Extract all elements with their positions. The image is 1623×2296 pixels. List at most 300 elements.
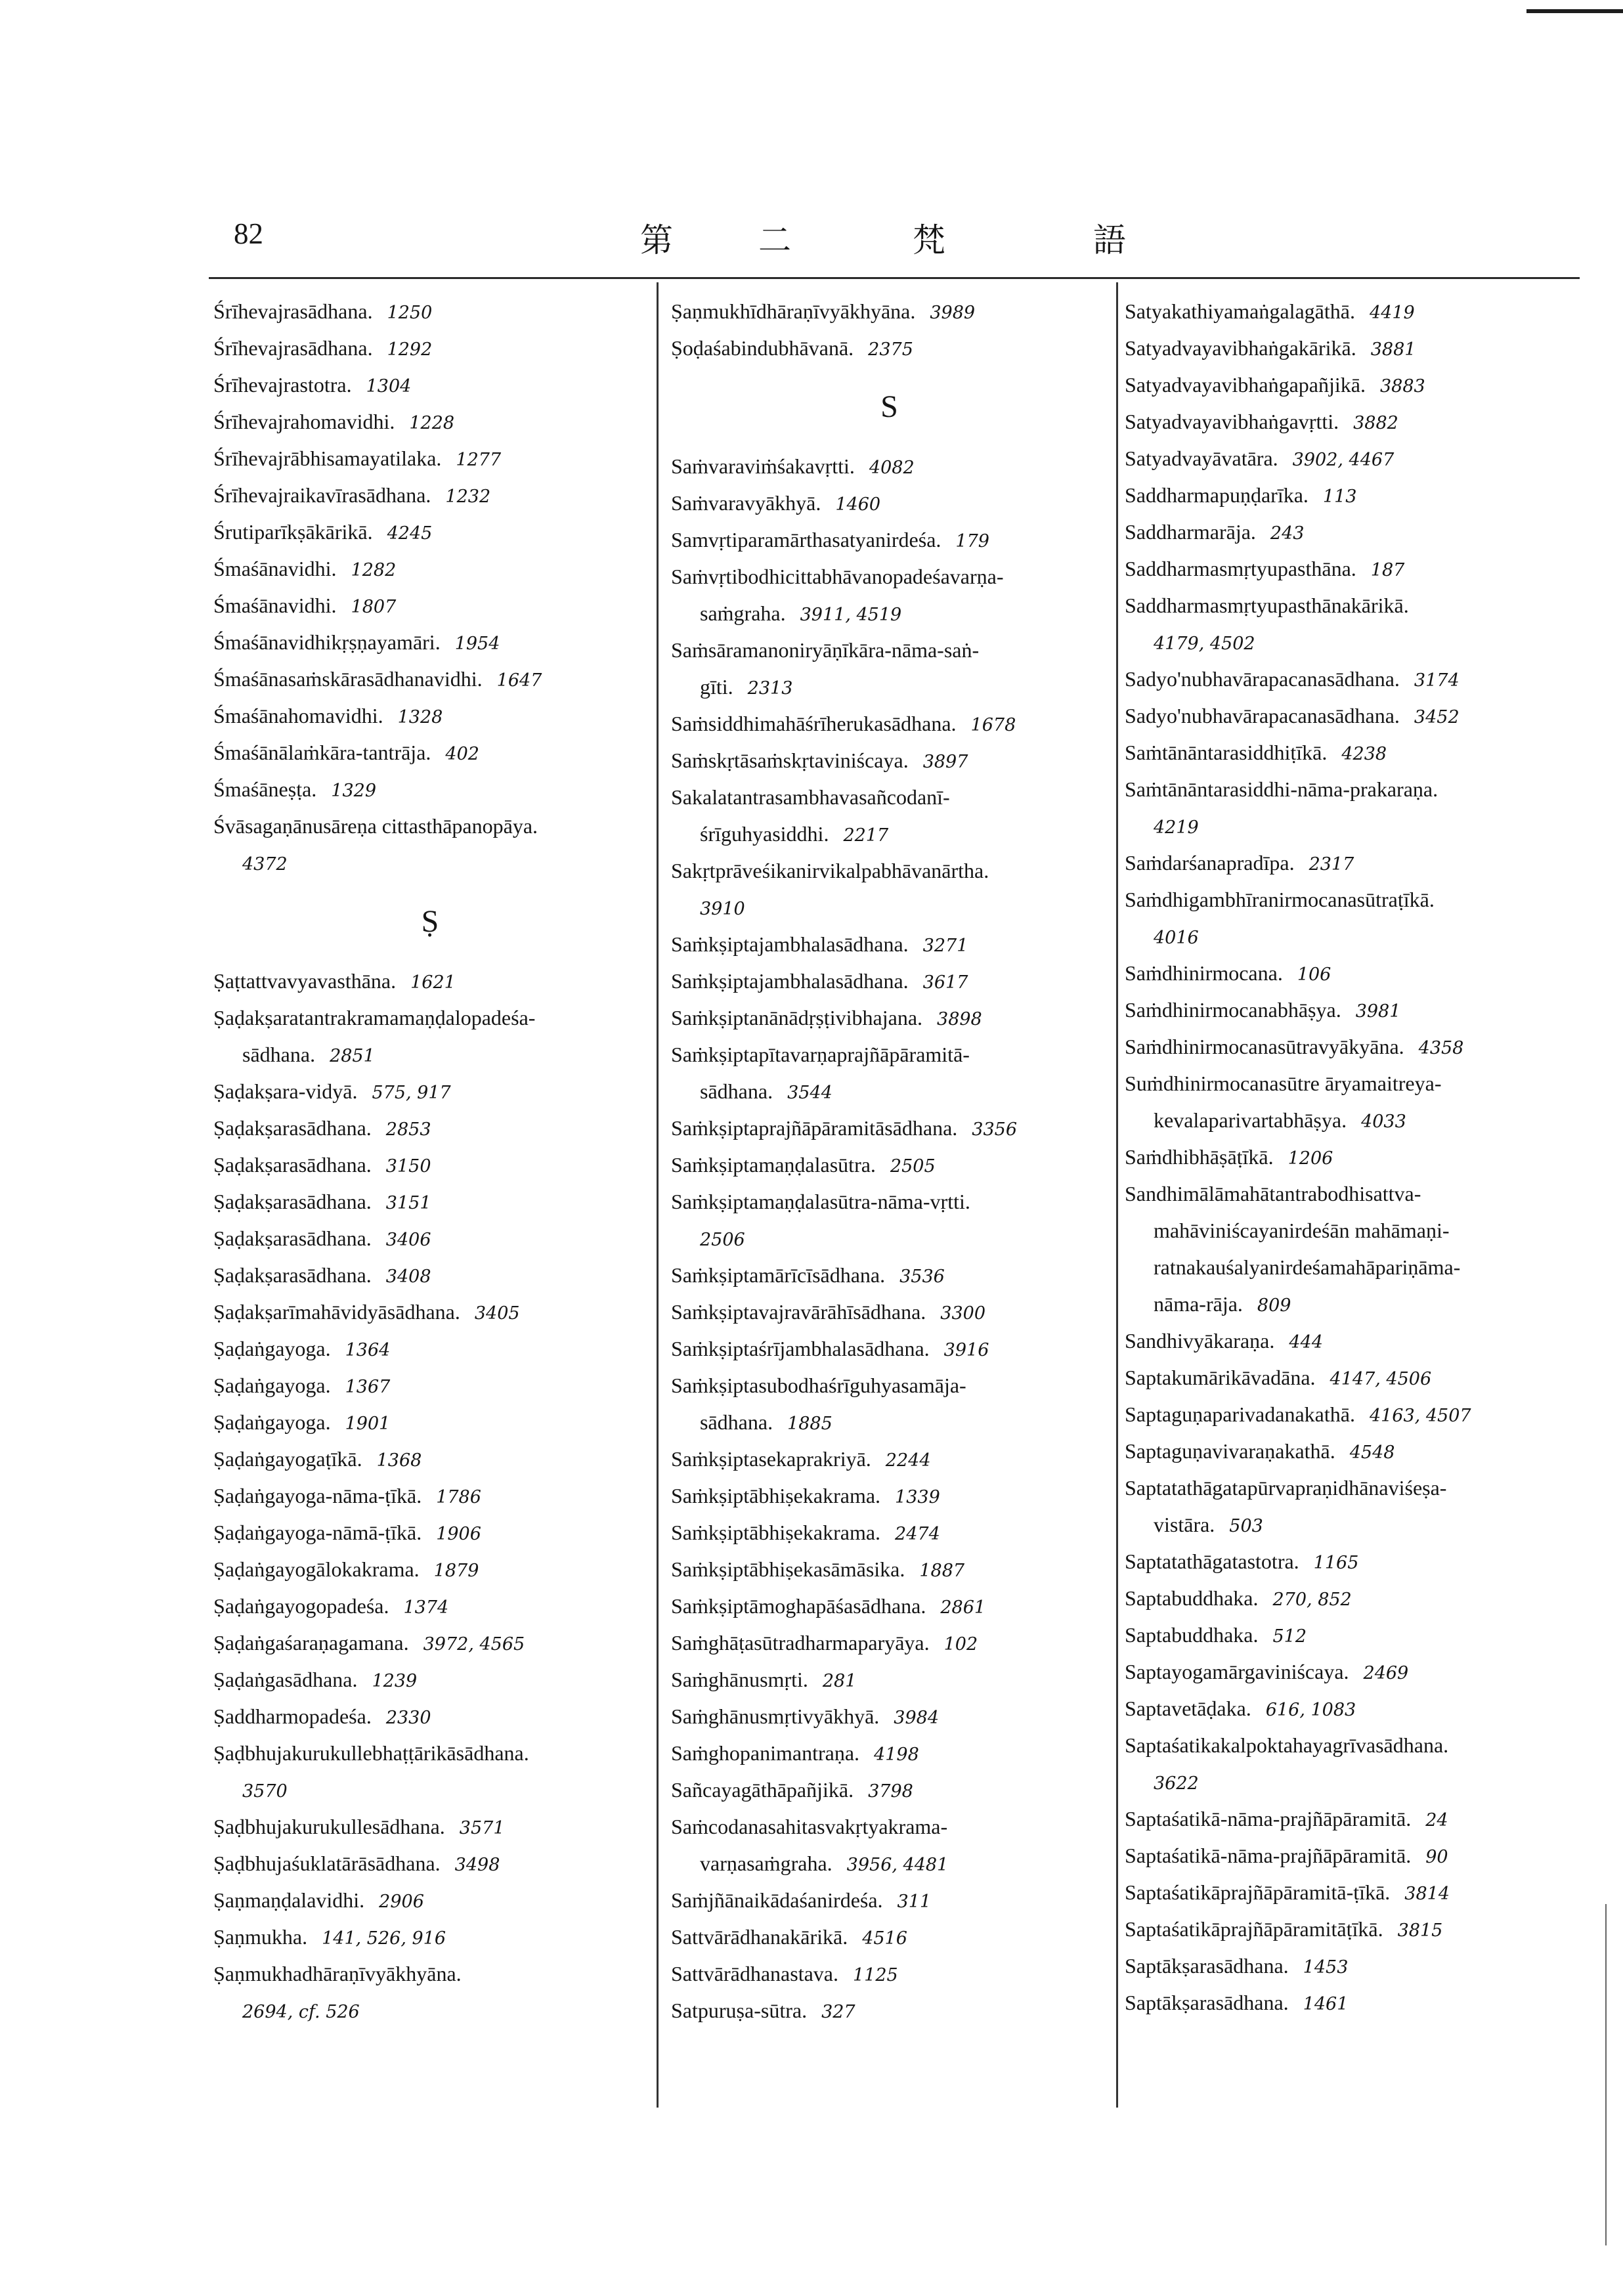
index-entry — [1125, 1874, 1584, 1911]
index-entry — [671, 1808, 1108, 1845]
index-entry — [213, 1808, 647, 1845]
entry-number: 1901 — [345, 1414, 391, 1434]
entry-number: 4179, 4502 — [1154, 634, 1255, 654]
entry-title: Śmaśāneṣṭa. — [213, 777, 317, 801]
entry-number: 4033 — [1361, 1112, 1406, 1132]
entry-title: Satyakathiyamaṅgalagāthā. — [1125, 299, 1355, 323]
index-entry — [671, 1367, 1108, 1404]
index-entry — [1125, 697, 1584, 734]
entry-title: Sakṛtprāveśikanirvikalpabhāvanārtha. — [671, 859, 989, 882]
index-entry — [1125, 1028, 1584, 1065]
index-entry — [671, 852, 1108, 889]
index-entry — [213, 734, 647, 771]
entry-title: Saptaguṇavivaraṇakathā. — [1125, 1439, 1335, 1463]
index-entry-continuation — [671, 1404, 1108, 1440]
entry-title: Saptaguṇaparivadanakathā. — [1125, 1402, 1355, 1426]
entry-number: 3622 — [1154, 1773, 1199, 1794]
index-column-1 — [213, 293, 647, 2029]
index-entry — [213, 1661, 647, 1698]
entry-number: 113 — [1322, 487, 1357, 507]
index-entry — [213, 963, 647, 999]
entry-number: 1239 — [372, 1671, 418, 1691]
entry-number: 281 — [822, 1671, 857, 1691]
entry-number: 1292 — [387, 339, 433, 360]
entry-number: 1460 — [835, 494, 881, 515]
entry-title: Śrīhevajrābhisamayatilaka. — [213, 446, 442, 470]
index-entry — [213, 1404, 647, 1440]
entry-number: 141, 526, 916 — [322, 1928, 446, 1949]
entry-number: 3544 — [787, 1083, 833, 1103]
index-entry — [671, 330, 1108, 366]
entry-title: Saṁdhinirmocanasūtravyākyāna. — [1125, 1035, 1404, 1058]
index-entry — [213, 1845, 647, 1882]
entry-number: 2469 — [1363, 1663, 1409, 1683]
index-entry — [671, 1918, 1108, 1955]
entry-title: Saṁkṣiptābhiṣekakrama. — [671, 1484, 881, 1507]
entry-number: 102 — [943, 1634, 978, 1655]
entry-number: 3911, 4519 — [800, 605, 902, 625]
entry-title: Saṁkṣiptābhiṣekakrama. — [671, 1521, 881, 1544]
entry-title: Ṣaḍaṅgayoga. — [213, 1374, 331, 1397]
entry-number: 1206 — [1288, 1148, 1333, 1169]
entry-title: Saṁghānusmṛti. — [671, 1668, 808, 1691]
index-entry — [1125, 440, 1584, 477]
entry-title: Ṣaḍakṣaratantrakramamaṇḍalopadeśa- — [213, 1006, 536, 1029]
index-entry-continuation — [671, 1220, 1108, 1257]
entry-number: 3882 — [1353, 413, 1398, 433]
entry-title: Ṣaḍakṣarasādhana. — [213, 1190, 372, 1213]
entry-title: Satyadvayavibhaṅgavṛtti. — [1125, 410, 1339, 433]
index-entry — [213, 771, 647, 808]
entry-title: Saṁkṣiptaśrījambhalasādhana. — [671, 1337, 930, 1360]
entry-number: 3916 — [943, 1340, 989, 1360]
entry-title: Ṣaḍaṅgasādhana. — [213, 1668, 358, 1691]
entry-number: 1277 — [456, 450, 502, 470]
entry-title: Sakalatantrasambhavasañcodanī- — [671, 785, 950, 809]
index-entry-continuation — [1125, 624, 1584, 661]
entry-title: Saṁkṣiptajambhalasādhana. — [671, 932, 909, 956]
entry-title: Ṣaddharmopadeśa. — [213, 1704, 372, 1728]
entry-number: 1453 — [1303, 1957, 1349, 1978]
entry-number: 575, 917 — [372, 1083, 451, 1103]
index-entry — [671, 485, 1108, 521]
entry-number: 444 — [1289, 1332, 1323, 1353]
index-entry — [671, 1110, 1108, 1146]
entry-number: 1807 — [351, 597, 397, 617]
index-entry — [213, 1293, 647, 1330]
index-entry — [213, 1257, 647, 1293]
entry-title: Saṁtānāntarasiddhi-nāma-prakaraṇa. — [1125, 777, 1439, 801]
entry-title: Ṣaḍakṣara-vidyā. — [213, 1079, 358, 1103]
entry-number: 2694, cf. 526 — [242, 2002, 360, 2022]
entry-number: 4163, 4507 — [1369, 1406, 1471, 1426]
entry-title: Saptākṣarasādhana. — [1125, 1991, 1289, 2014]
entry-title: saṁgraha. — [700, 601, 786, 625]
entry-title: Saṁghānusmṛtivyākhyā. — [671, 1704, 880, 1728]
index-entry — [213, 513, 647, 550]
index-column-3 — [1125, 293, 1584, 2021]
entry-title: kevalaparivartabhāṣya. — [1154, 1108, 1347, 1132]
entry-number: 3300 — [940, 1303, 986, 1324]
entry-number: 243 — [1270, 523, 1305, 544]
index-entry — [213, 1624, 647, 1661]
entry-number: 1954 — [454, 634, 500, 654]
page-number: 82 — [234, 217, 263, 250]
entry-number: 2853 — [385, 1119, 431, 1140]
entry-title: Saptakumārikāvadāna. — [1125, 1366, 1316, 1389]
entry-number: 3571 — [459, 1818, 505, 1838]
entry-number: 2474 — [895, 1524, 940, 1544]
entry-title: Satyadvayāvatāra. — [1125, 446, 1278, 470]
index-entry — [1125, 1396, 1584, 1433]
entry-number: 4238 — [1341, 744, 1387, 764]
entry-number: 1339 — [895, 1487, 940, 1507]
entry-number: 1461 — [1303, 1994, 1349, 2014]
entry-title: Ṣaḍaṅgayogālokakrama. — [213, 1557, 420, 1581]
index-entry — [1125, 1175, 1584, 1212]
entry-title: Saddharmapuṇḍarīka. — [1125, 483, 1309, 507]
entry-number: 1368 — [376, 1450, 422, 1471]
entry-title: Samvṛtiparamārthasatyanirdeśa. — [671, 528, 941, 552]
entry-number: 3498 — [454, 1855, 500, 1875]
entry-title: Saptavetāḍaka. — [1125, 1697, 1251, 1720]
entry-title: Śrīhevajraikavīrasādhana. — [213, 483, 431, 507]
entry-number: 3956, 4481 — [846, 1855, 949, 1875]
entry-number: 3356 — [972, 1119, 1017, 1140]
entry-number: 1304 — [366, 376, 412, 397]
entry-title: Ṣaṇmukhīdhāraṇīvyākhyāna. — [671, 299, 916, 323]
index-entry — [1125, 661, 1584, 697]
entry-title: vistāra. — [1154, 1513, 1215, 1536]
entry-number: 1887 — [919, 1561, 965, 1581]
entry-number: 3406 — [385, 1230, 431, 1250]
index-entry — [1125, 1727, 1584, 1764]
index-entry — [213, 624, 647, 661]
index-entry-continuation — [1125, 918, 1584, 955]
index-entry — [671, 926, 1108, 963]
index-entry-continuation — [1125, 1212, 1584, 1249]
entry-title: Śmaśānavidhikṛṣṇayamāri. — [213, 630, 441, 654]
entry-number: 1282 — [351, 560, 397, 580]
entry-number: 2330 — [385, 1708, 431, 1728]
entry-title: Ṣaḍakṣarasādhana. — [213, 1116, 372, 1140]
index-entry — [213, 661, 647, 697]
index-entry — [213, 1955, 647, 1992]
index-entry — [671, 779, 1108, 815]
index-entry — [1125, 1138, 1584, 1175]
index-entry — [671, 1955, 1108, 1992]
entry-title: Saptayogamārgaviniścaya. — [1125, 1660, 1349, 1683]
entry-title: gīti. — [700, 675, 733, 699]
header-rule — [209, 277, 1580, 279]
index-entry — [213, 587, 647, 624]
entry-title: Ṣaṇmaṇḍalavidhi. — [213, 1888, 365, 1912]
entry-title: Sattvārādhanakārikā. — [671, 1925, 848, 1949]
index-entry — [671, 1183, 1108, 1220]
entry-title: Ṣaḍaṅgayoga-nāmā-ṭīkā. — [213, 1521, 422, 1544]
index-entry — [213, 403, 647, 440]
index-entry — [213, 1146, 647, 1183]
entry-title: Satpuruṣa-sūtra. — [671, 1999, 808, 2022]
entry-number: 402 — [445, 744, 479, 764]
entry-title: Ṣaḍakṣarasādhana. — [213, 1226, 372, 1250]
entry-number: 2313 — [747, 678, 793, 699]
entry-number: 1906 — [436, 1524, 481, 1544]
index-entry — [1125, 1359, 1584, 1396]
entry-number: 3405 — [474, 1303, 520, 1324]
entry-number: 4198 — [874, 1744, 919, 1765]
entry-number: 3570 — [242, 1781, 288, 1802]
index-entry-continuation — [671, 595, 1108, 632]
index-entry — [671, 293, 1108, 330]
entry-title: śrīguhyasiddhi. — [700, 822, 829, 846]
header-char-4: 語 — [1093, 221, 1126, 259]
entry-title: Saptaśatikā-nāma-prajñāpāramitā. — [1125, 1807, 1412, 1830]
index-entry — [1125, 550, 1584, 587]
entry-number: 3881 — [1370, 339, 1416, 360]
entry-title: Ṣaḍaṅgayoga-nāma-ṭīkā. — [213, 1484, 422, 1507]
entry-title: Saptabuddhaka. — [1125, 1623, 1259, 1647]
index-entry — [671, 1477, 1108, 1514]
entry-title: Saṁkṣiptaprajñāpāramitāsādhana. — [671, 1116, 958, 1140]
entry-number: 4419 — [1369, 303, 1415, 323]
entry-title: Saṁghopanimantraṇa. — [671, 1741, 860, 1765]
index-entry-continuation — [671, 815, 1108, 852]
index-entry — [213, 1918, 647, 1955]
index-entry-continuation — [213, 844, 647, 881]
index-entry — [213, 1551, 647, 1588]
index-entry — [1125, 293, 1584, 330]
entry-title: Sañcayagāthāpañjikā. — [671, 1778, 854, 1802]
index-entry — [213, 1588, 647, 1624]
index-entry — [1125, 1616, 1584, 1653]
entry-title: Ṣaḍaṅgaśaraṇagamana. — [213, 1631, 409, 1655]
index-entry — [671, 1992, 1108, 2029]
entry-number: 1328 — [397, 707, 443, 727]
entry-title: Saṁsāramanoniryāṇīkāra-nāma-saṅ- — [671, 638, 980, 662]
index-entry — [1125, 330, 1584, 366]
entry-number: 1621 — [410, 972, 456, 993]
index-entry — [1125, 881, 1584, 918]
index-entry-continuation — [1125, 808, 1584, 844]
entry-number: 2217 — [843, 825, 889, 846]
index-entry — [671, 742, 1108, 779]
entry-title: Saṁkṣiptavajravārāhīsādhana. — [671, 1300, 926, 1324]
index-entry — [213, 999, 647, 1036]
entry-title: Ṣaḍaṅgayoga. — [213, 1337, 331, 1360]
entry-number: 90 — [1425, 1847, 1448, 1867]
entry-title: Saṁcodanasahitasvakṛtyakrama- — [671, 1815, 948, 1838]
index-entry — [213, 550, 647, 587]
index-entry — [213, 366, 647, 403]
entry-number: 3898 — [937, 1009, 982, 1029]
index-entry — [1125, 1984, 1584, 2021]
entry-title: Saṁdhibhāṣāṭīkā. — [1125, 1145, 1274, 1169]
entry-title: Sadyo'nubhavārapacanasādhana. — [1125, 667, 1400, 691]
entry-number: 327 — [821, 2002, 855, 2022]
index-entry — [671, 1293, 1108, 1330]
entry-title: Saṁkṣiptamaṇḍalasūtra-nāma-vṛtti. — [671, 1190, 970, 1213]
index-entry — [1125, 403, 1584, 440]
index-entry — [1125, 734, 1584, 771]
entry-title: Saṁkṣiptāmoghapāśasādhana. — [671, 1594, 926, 1618]
entry-title: Saptaśatikā-nāma-prajñāpāramitā. — [1125, 1844, 1412, 1867]
entry-number: 2317 — [1309, 854, 1354, 875]
index-entry — [671, 1698, 1108, 1735]
index-entry — [213, 293, 647, 330]
index-entry — [213, 1183, 647, 1220]
index-entry — [1125, 1469, 1584, 1506]
entry-title: Saṁdhinirmocanabhāṣya. — [1125, 998, 1341, 1022]
entry-number: 1165 — [1313, 1553, 1359, 1573]
entry-number: 179 — [955, 531, 989, 552]
entry-number: 2861 — [940, 1597, 986, 1618]
entry-number: 3902, 4467 — [1292, 450, 1395, 470]
index-entry — [671, 1882, 1108, 1918]
index-entry-continuation — [213, 1992, 647, 2029]
index-entry-continuation — [671, 1845, 1108, 1882]
entry-title: Ṣaṇmukhadhāraṇīvyākhyāna. — [213, 1962, 462, 1985]
entry-title: Śmaśānavidhi. — [213, 557, 337, 580]
index-entry — [213, 1735, 647, 1771]
entry-number: 270, 852 — [1272, 1590, 1352, 1610]
entry-number: 1786 — [436, 1487, 481, 1507]
entry-number: 106 — [1297, 964, 1331, 985]
entry-title: Saṁkṣiptābhiṣekasāmāsika. — [671, 1557, 905, 1581]
index-entry — [1125, 955, 1584, 991]
entry-number: 3798 — [868, 1781, 913, 1802]
entry-number: 2851 — [330, 1046, 375, 1066]
index-entry — [1125, 1837, 1584, 1874]
index-entry-continuation — [1125, 1102, 1584, 1138]
index-entry — [1125, 1653, 1584, 1690]
entry-number: 3536 — [899, 1267, 945, 1287]
index-entry — [671, 448, 1108, 485]
entry-title: Saptaśatikakalpoktahayagrīvasādhana. — [1125, 1733, 1449, 1757]
index-entry — [671, 1588, 1108, 1624]
entry-title: Saṁghāṭasūtradharmaparyāya. — [671, 1631, 930, 1655]
entry-number: 311 — [897, 1892, 932, 1912]
entry-title: Saṁtānāntarasiddhiṭīkā. — [1125, 741, 1328, 764]
entry-title: Saṁkṣiptamārīcīsādhana. — [671, 1263, 886, 1287]
index-entry — [213, 1367, 647, 1404]
index-entry — [671, 999, 1108, 1036]
index-entry — [671, 1624, 1108, 1661]
index-entry — [671, 521, 1108, 558]
index-entry — [1125, 1065, 1584, 1102]
section-letter: S — [880, 389, 898, 424]
index-entry — [1125, 1433, 1584, 1469]
index-entry — [671, 1735, 1108, 1771]
column-divider-1 — [657, 282, 659, 2108]
entry-number: 616, 1083 — [1265, 1700, 1356, 1720]
entry-title: Ṣoḍaśabindubhāvanā. — [671, 336, 854, 360]
entry-title: Saṁskṛtāsaṁskṛtaviniścaya. — [671, 748, 909, 772]
entry-title: Śrutiparīkṣākārikā. — [213, 520, 373, 544]
index-entry — [671, 1661, 1108, 1698]
index-entry — [671, 1146, 1108, 1183]
entry-title: Saṁdhinirmocana. — [1125, 961, 1283, 985]
index-entry — [671, 1036, 1108, 1073]
entry-number: 1885 — [787, 1414, 833, 1434]
entry-number: 3814 — [1404, 1884, 1450, 1904]
index-entry — [213, 1477, 647, 1514]
entry-number: 4082 — [869, 458, 915, 478]
index-entry — [1125, 1911, 1584, 1947]
column-divider-2 — [1116, 282, 1118, 2108]
index-entry — [213, 440, 647, 477]
entry-title: Sattvārādhanastava. — [671, 1962, 838, 1985]
index-entry-continuation — [1125, 1249, 1584, 1286]
index-entry — [213, 477, 647, 513]
entry-number: 3981 — [1355, 1001, 1401, 1022]
index-entry — [671, 632, 1108, 668]
entry-number: 4372 — [242, 854, 288, 875]
entry-number: 1228 — [409, 413, 455, 433]
entry-title: Saṁsiddhimahāśrīherukasādhana. — [671, 712, 957, 735]
entry-number: 3452 — [1414, 707, 1460, 727]
entry-title: Saṁvṛtibodhicittabhāvanopadeśavarṇa- — [671, 565, 1004, 588]
entry-title: Saṁkṣiptasubodhaśrīguhyasamāja- — [671, 1374, 966, 1397]
entry-title: Saddharmasmṛtyupasthāna. — [1125, 557, 1356, 580]
entry-title: Śmaśānahomavidhi. — [213, 704, 383, 727]
entry-number: 4245 — [387, 523, 433, 544]
index-entry — [213, 1330, 647, 1367]
entry-title: Saddharmasmṛtyupasthānakārikā. — [1125, 594, 1409, 617]
entry-number: 4548 — [1349, 1442, 1395, 1463]
entry-title: Sandhimālāmahātantrabodhisattva- — [1125, 1182, 1421, 1205]
index-entry — [1125, 587, 1584, 624]
entry-number: 3989 — [930, 303, 976, 323]
index-entry — [1125, 1947, 1584, 1984]
entry-title: Śrīhevajrasādhana. — [213, 336, 373, 360]
entry-number: 3151 — [385, 1193, 431, 1213]
index-entry — [1125, 366, 1584, 403]
index-entry — [1125, 1800, 1584, 1837]
entry-title: Śmaśānasaṁskārasādhanavidhi. — [213, 667, 483, 691]
entry-title: Saptākṣarasādhana. — [1125, 1954, 1289, 1978]
section-letter: Ṣ — [421, 904, 439, 939]
entry-title: varṇasaṁgraha. — [700, 1852, 833, 1875]
entry-title: Ṣaḍaṅgayogaṭīkā. — [213, 1447, 362, 1471]
entry-title: nāma-rāja. — [1154, 1292, 1243, 1316]
entry-number: 1250 — [387, 303, 433, 323]
index-entry — [213, 1882, 647, 1918]
entry-number: 4358 — [1418, 1038, 1464, 1058]
header-char-2: 二 — [758, 221, 791, 259]
entry-title: Saṁvaravyākhyā. — [671, 491, 821, 515]
index-entry — [1125, 513, 1584, 550]
entry-number: 503 — [1229, 1516, 1263, 1536]
entry-title: Saptaśatikāprajñāpāramitā-ṭīkā. — [1125, 1880, 1391, 1904]
index-entry — [671, 1771, 1108, 1808]
entry-number: 1678 — [970, 715, 1016, 735]
index-entry — [1125, 991, 1584, 1028]
index-entry — [213, 1220, 647, 1257]
entry-title: sādhana. — [700, 1079, 773, 1103]
entry-number: 3174 — [1414, 670, 1460, 691]
entry-number: 3408 — [385, 1267, 431, 1287]
entry-number: 2505 — [890, 1156, 936, 1177]
index-entry — [671, 1257, 1108, 1293]
index-entry — [1125, 477, 1584, 513]
entry-number: 1879 — [433, 1561, 479, 1581]
index-entry-continuation — [1125, 1506, 1584, 1543]
entry-number: 1232 — [445, 487, 491, 507]
entry-number: 1364 — [345, 1340, 391, 1360]
index-column-2 — [671, 293, 1108, 2029]
index-entry-continuation — [213, 1036, 647, 1073]
